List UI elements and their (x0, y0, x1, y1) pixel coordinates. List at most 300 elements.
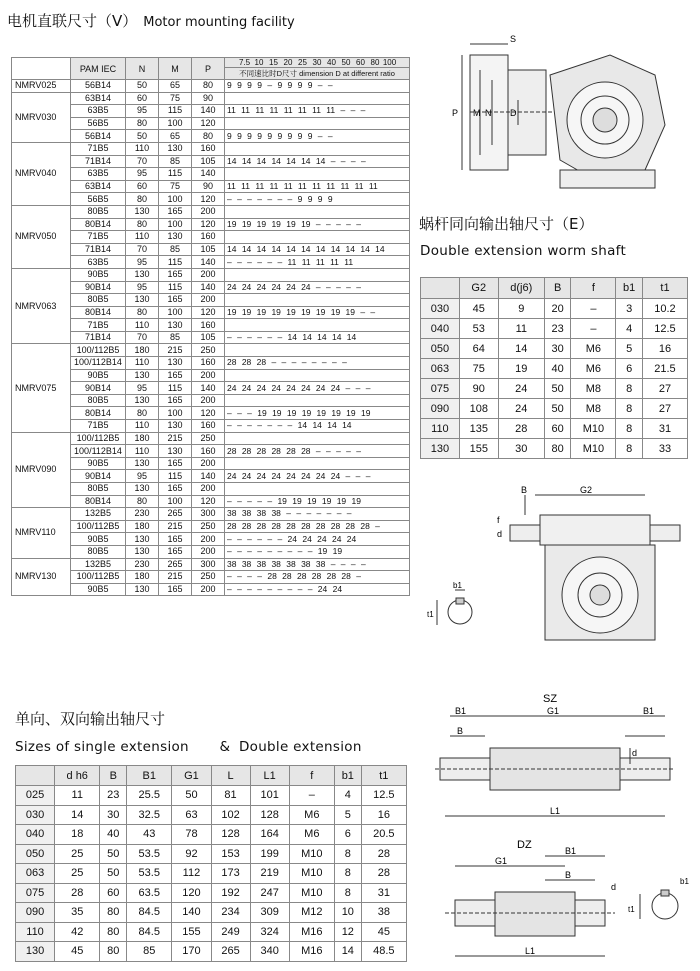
table-cell: 85 (159, 155, 192, 168)
table-row (16, 844, 407, 864)
table-cell: 165 (159, 294, 192, 307)
table-cell: 130 (159, 231, 192, 244)
dimension-d-values: 14 14 14 14 14 14 14 – – – – (227, 155, 366, 166)
table-row (12, 357, 410, 370)
table-cell: 5 (334, 805, 361, 825)
section-s-subtitle-b: Double extension (238, 739, 362, 755)
table-row (12, 231, 410, 244)
ratio-header: 20 (283, 58, 293, 67)
table-cell: 120 (192, 218, 225, 231)
table-cell: 3 (616, 299, 643, 319)
label-b1-right: B1 (643, 706, 655, 716)
table-cell: 340 (250, 942, 289, 962)
table-cell: 42 (55, 922, 100, 942)
table-cell: 95 (126, 382, 159, 395)
table-cell: M10 (571, 439, 616, 459)
table-cell: 110 (421, 419, 460, 439)
ratio-header: 7.5 (238, 58, 251, 67)
dimension-d-cell (225, 369, 410, 382)
table-cell: 050 (421, 339, 460, 359)
table-cell: 180 (126, 344, 159, 357)
label-s: S (510, 34, 517, 44)
dimension-d-cell (225, 432, 410, 445)
table-cell: 250 (192, 520, 225, 533)
table-cell: 130 (126, 457, 159, 470)
table-cell: 63 (172, 805, 211, 825)
table-cell: 28 (498, 419, 544, 439)
dimension-d-cell (225, 281, 410, 294)
table-cell: 8 (616, 379, 643, 399)
table-cell: 64 (459, 339, 498, 359)
col-header: f (289, 766, 334, 786)
table-cell: 100 (159, 407, 192, 420)
diagram-sz (425, 688, 695, 828)
table-cell: 250 (192, 344, 225, 357)
table-row (12, 495, 410, 508)
label-d: d (611, 882, 617, 892)
table-cell: 80 (126, 495, 159, 508)
table-row (12, 445, 410, 458)
table-cell: 300 (192, 558, 225, 571)
table-cell: 100/112B5 (71, 520, 126, 533)
dimension-d-cell (225, 445, 410, 458)
table-cell: 199 (250, 844, 289, 864)
dimension-d-cell (225, 495, 410, 508)
col-header: b1 (616, 278, 643, 299)
table-cell: 130 (126, 483, 159, 496)
table-cell: 040 (421, 319, 460, 339)
table-cell: 92 (172, 844, 211, 864)
motor-mounting-table (11, 57, 410, 596)
table-cell: 130 (126, 583, 159, 596)
table-cell: 10 (334, 903, 361, 923)
table-cell: 165 (159, 205, 192, 218)
table-row (12, 180, 410, 193)
table-row (12, 432, 410, 445)
table-cell: 234 (211, 903, 250, 923)
table-cell: 40 (544, 359, 571, 379)
table-cell: M6 (571, 359, 616, 379)
dimension-d-values: 14 14 14 14 14 14 14 14 14 14 14 (227, 244, 385, 255)
table-cell: 90B5 (71, 583, 126, 596)
dimension-d-cell (225, 470, 410, 483)
label-g1: G1 (495, 856, 508, 866)
table-cell: 30 (544, 339, 571, 359)
table-row (12, 281, 410, 294)
label-p: P (452, 108, 459, 118)
table-cell: 110 (126, 420, 159, 433)
table-row (16, 786, 407, 806)
table-cell: 80B5 (71, 545, 126, 558)
label-g1: G1 (547, 706, 560, 716)
table-cell: 80 (100, 942, 127, 962)
table-row (12, 420, 410, 433)
table-row (12, 545, 410, 558)
table-row (16, 903, 407, 923)
table-cell: 80 (126, 218, 159, 231)
col-pam: PAM IEC (71, 58, 126, 80)
table-cell: 56B5 (71, 193, 126, 206)
table-cell: 110 (126, 231, 159, 244)
dimension-d-cell (225, 105, 410, 118)
table-cell: 56B5 (71, 117, 126, 130)
col-header: d(j6) (498, 278, 544, 299)
ratio-header: 100 (382, 58, 397, 67)
table-cell: 50 (100, 844, 127, 864)
table-cell: 112 (172, 864, 211, 884)
table-cell: 100 (159, 495, 192, 508)
table-cell: 63B5 (71, 168, 126, 181)
table-cell: 60 (126, 92, 159, 105)
dimension-d-cell (225, 117, 410, 130)
table-cell: 8 (616, 439, 643, 459)
table-cell: 45 (459, 299, 498, 319)
table-cell: 100 (159, 193, 192, 206)
table-cell: 80 (126, 117, 159, 130)
dimension-d-cell (225, 168, 410, 181)
table-cell: 16 (361, 805, 406, 825)
table-cell: 53 (459, 319, 498, 339)
diagram-dz (425, 834, 695, 969)
table-cell: 65 (159, 80, 192, 93)
table-cell: 8 (616, 399, 643, 419)
label-b1: b1 (453, 581, 462, 590)
table-cell: 180 (126, 520, 159, 533)
dimension-d-cell (225, 382, 410, 395)
table-row (12, 142, 410, 155)
table-cell: 101 (250, 786, 289, 806)
table-cell: 25 (55, 844, 100, 864)
table-cell: M8 (571, 379, 616, 399)
col-header: L1 (250, 766, 289, 786)
col-p: P (192, 58, 225, 80)
dimension-d-cell (225, 483, 410, 496)
table-cell: 120 (192, 495, 225, 508)
table-cell: 324 (250, 922, 289, 942)
table-cell: 100 (159, 117, 192, 130)
dimension-d-values: – – – – – – – – – 19 19 (227, 546, 343, 557)
table-cell: 24 (498, 399, 544, 419)
table-cell: 110 (126, 142, 159, 155)
table-row (12, 306, 410, 319)
table-cell: 063 (16, 864, 55, 884)
section-e-title: 蜗杆同向输出轴尺寸（E） (419, 215, 594, 233)
table-cell: 25.5 (127, 786, 172, 806)
table-cell: 128 (211, 825, 250, 845)
col-ratio-note: 不同速比时D尺寸 dimension D at different ratio (225, 68, 410, 80)
table-cell: 140 (192, 382, 225, 395)
table-cell: 250 (192, 432, 225, 445)
table-cell: 249 (211, 922, 250, 942)
table-row (12, 558, 410, 571)
col-header: B1 (127, 766, 172, 786)
dimension-d-values: – – – – – – – 9 9 9 9 (227, 193, 333, 204)
table-cell: 27 (642, 379, 687, 399)
table-cell: 100/112B14 (71, 357, 126, 370)
table-cell: 31 (361, 883, 406, 903)
dimension-d-cell (225, 420, 410, 433)
table-cell: 8 (616, 419, 643, 439)
table-row (12, 470, 410, 483)
label-l1: L1 (550, 806, 561, 816)
label-m: M (473, 108, 481, 118)
table-cell: 21.5 (642, 359, 687, 379)
table-cell: 80B14 (71, 407, 126, 420)
dimension-d-cell (225, 357, 410, 370)
section-v-title-cn: 电机直联尺寸（V） (7, 12, 138, 30)
table-cell: M6 (571, 339, 616, 359)
table-cell: 32.5 (127, 805, 172, 825)
dimension-d-cell (225, 130, 410, 143)
table-row (16, 942, 407, 962)
table-cell: 309 (250, 903, 289, 923)
table-cell: 18 (55, 825, 100, 845)
table-cell: 50 (100, 864, 127, 884)
table-cell: 23 (100, 786, 127, 806)
table-cell: 140 (192, 256, 225, 269)
table-cell: 71B14 (71, 243, 126, 256)
table-cell: 130 (159, 445, 192, 458)
table-cell: 200 (192, 457, 225, 470)
table-cell: 140 (192, 281, 225, 294)
table-cell: 110 (126, 319, 159, 332)
label-d: D (510, 108, 517, 118)
table-row (421, 359, 688, 379)
dimension-d-values: – – – – – – – 14 14 14 14 (227, 420, 352, 431)
section-v-title (7, 10, 295, 31)
table-cell: – (571, 299, 616, 319)
table-cell: 115 (159, 470, 192, 483)
table-cell: 090 (421, 399, 460, 419)
dimension-d-cell (225, 80, 410, 93)
table-cell: 4 (334, 786, 361, 806)
table-cell: 45 (361, 922, 406, 942)
model-name: NMRV040 (12, 142, 71, 205)
diagram-double-extension (425, 485, 695, 650)
dimension-d-cell (225, 92, 410, 105)
table-cell: 130 (126, 369, 159, 382)
table-cell: 100/112B5 (71, 432, 126, 445)
dimension-d-values: 38 38 38 38 38 38 38 – – – – (227, 558, 366, 569)
model-name: NMRV050 (12, 205, 71, 268)
table-cell: 6 (616, 359, 643, 379)
table-cell: 247 (250, 883, 289, 903)
table-cell: M10 (571, 419, 616, 439)
table-row (12, 155, 410, 168)
dimension-d-values: – – – 19 19 19 19 19 19 19 19 (227, 407, 371, 418)
table-cell: 24 (498, 379, 544, 399)
table-row (12, 571, 410, 584)
table-cell: M16 (289, 942, 334, 962)
table-row (421, 319, 688, 339)
table-cell: 80B5 (71, 205, 126, 218)
label-d: d (632, 748, 638, 758)
table-cell: 164 (250, 825, 289, 845)
table-cell: 165 (159, 394, 192, 407)
table-row (421, 339, 688, 359)
table-cell: 84.5 (127, 922, 172, 942)
table-cell: 70 (126, 331, 159, 344)
label-b1: B1 (565, 846, 577, 856)
table-cell: 230 (126, 508, 159, 521)
dimension-d-values: 11 11 11 11 11 11 11 11 11 11 11 (227, 181, 378, 192)
table-cell: 160 (192, 142, 225, 155)
table-row (421, 399, 688, 419)
table-row (16, 805, 407, 825)
table-cell: 115 (159, 382, 192, 395)
table-cell: 173 (211, 864, 250, 884)
table-cell: 100 (159, 218, 192, 231)
dimension-d-values: – – – – – 19 19 19 19 19 19 (227, 495, 361, 506)
dimension-d-cell (225, 218, 410, 231)
table-cell: 165 (159, 457, 192, 470)
table-cell: 215 (159, 344, 192, 357)
label-t1: t1 (427, 610, 434, 619)
table-cell: 200 (192, 533, 225, 546)
table-cell: 28 (55, 883, 100, 903)
dimension-d-cell (225, 155, 410, 168)
diagram-motor-mounting (440, 30, 695, 200)
section-v-title-en: Motor mounting facility (143, 15, 295, 30)
table-row (12, 130, 410, 143)
table-row (12, 256, 410, 269)
dimension-d-cell (225, 457, 410, 470)
col-header: f (571, 278, 616, 299)
table-cell: 030 (16, 805, 55, 825)
table-cell: 14 (55, 805, 100, 825)
table-cell: – (571, 319, 616, 339)
table-cell: 160 (192, 319, 225, 332)
table-cell: 90B5 (71, 533, 126, 546)
model-name: NMRV075 (12, 344, 71, 432)
table-cell: 25 (55, 864, 100, 884)
table-cell: 30 (100, 805, 127, 825)
table-cell: 20.5 (361, 825, 406, 845)
table-cell: M10 (289, 844, 334, 864)
table-cell: 11 (55, 786, 100, 806)
table-cell: 65 (159, 130, 192, 143)
table-cell: 200 (192, 369, 225, 382)
table-row (12, 344, 410, 357)
table-cell: 130 (126, 268, 159, 281)
table-cell: 063 (421, 359, 460, 379)
col-ratios (225, 58, 410, 68)
table-cell: 90B5 (71, 457, 126, 470)
table-row (12, 457, 410, 470)
label-dz: DZ (517, 839, 532, 851)
table-cell: 100 (159, 306, 192, 319)
table-cell: 12 (334, 922, 361, 942)
ratio-header: 10 (254, 58, 264, 67)
ratio-header: 50 (341, 58, 351, 67)
table-cell: 215 (159, 571, 192, 584)
ratio-header: 15 (269, 58, 278, 67)
table-cell: 200 (192, 545, 225, 558)
table-cell: 050 (16, 844, 55, 864)
section-s-subtitle-amp: & (219, 739, 231, 755)
table-cell: M6 (289, 805, 334, 825)
dimension-d-values: 24 24 24 24 24 24 24 24 – – – (227, 382, 371, 393)
table-cell: 90B14 (71, 470, 126, 483)
table-cell: 110 (126, 445, 159, 458)
table-cell: 140 (192, 168, 225, 181)
table-cell: 8 (334, 844, 361, 864)
col-header (421, 278, 460, 299)
table-cell: 165 (159, 583, 192, 596)
table-cell: 200 (192, 583, 225, 596)
table-cell: M10 (289, 864, 334, 884)
table-cell: 155 (172, 922, 211, 942)
table-cell: 84.5 (127, 903, 172, 923)
table-cell: 19 (498, 359, 544, 379)
table-cell: 30 (498, 439, 544, 459)
table-cell: M6 (289, 825, 334, 845)
table-cell: 80 (126, 193, 159, 206)
dimension-d-cell (225, 319, 410, 332)
table-cell: 160 (192, 231, 225, 244)
table-cell: 38 (361, 903, 406, 923)
table-cell: 5 (616, 339, 643, 359)
table-cell: M16 (289, 922, 334, 942)
table-cell: 180 (126, 432, 159, 445)
table-cell: 250 (192, 571, 225, 584)
table-cell: 025 (16, 786, 55, 806)
dimension-d-cell (225, 508, 410, 521)
table-row (421, 439, 688, 459)
table-cell: 56B14 (71, 130, 126, 143)
table-cell: 9 (498, 299, 544, 319)
table-cell: 130 (159, 420, 192, 433)
ratio-header: 60 (356, 58, 365, 67)
table-row (16, 883, 407, 903)
table-cell: 105 (192, 331, 225, 344)
table-cell: 8 (334, 864, 361, 884)
table-cell: M10 (289, 883, 334, 903)
table-row (12, 394, 410, 407)
dimension-d-cell (225, 268, 410, 281)
table-cell: 43 (127, 825, 172, 845)
table-cell: 31 (642, 419, 687, 439)
table-cell: 132B5 (71, 508, 126, 521)
table-cell: 27 (642, 399, 687, 419)
table-cell: 95 (126, 105, 159, 118)
table-cell: 71B5 (71, 420, 126, 433)
table-row (12, 483, 410, 496)
table-row (12, 243, 410, 256)
table-cell: 120 (192, 306, 225, 319)
dimension-d-values: 28 28 28 28 28 28 – – – – – (227, 445, 361, 456)
table-cell: 90B14 (71, 281, 126, 294)
table-cell: 100/112B5 (71, 344, 126, 357)
table-cell: 040 (16, 825, 55, 845)
table-row (421, 299, 688, 319)
table-row (12, 105, 410, 118)
table-cell: 215 (159, 432, 192, 445)
col-header: B (544, 278, 571, 299)
table-cell: 6 (334, 825, 361, 845)
dimension-d-cell (225, 571, 410, 584)
table-cell: 70 (126, 155, 159, 168)
dimension-d-cell (225, 243, 410, 256)
table-cell: 120 (192, 117, 225, 130)
table-cell: 130 (159, 357, 192, 370)
table-row (421, 379, 688, 399)
table-cell: 71B5 (71, 231, 126, 244)
table-cell: 90 (459, 379, 498, 399)
col-header: L (211, 766, 250, 786)
label-b1-key: b1 (680, 877, 689, 886)
ratio-header: 25 (298, 58, 307, 67)
